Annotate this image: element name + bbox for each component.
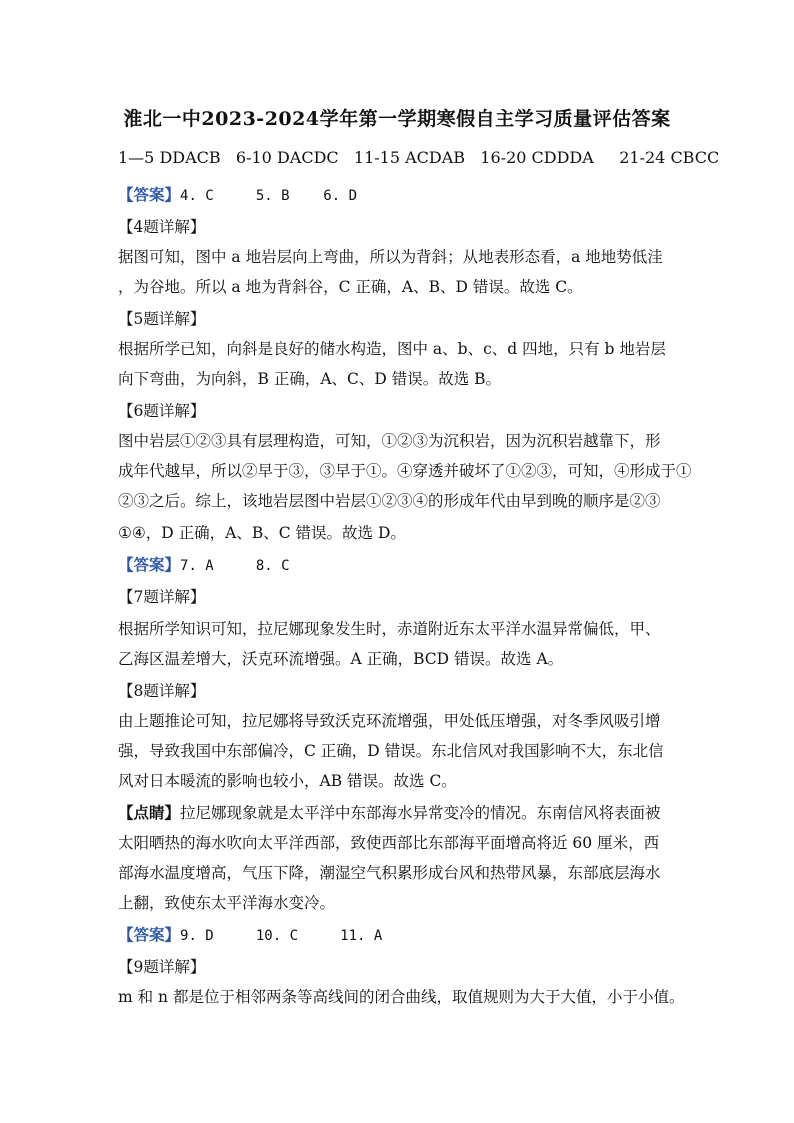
answer-values: 4. C 5. B 6. D xyxy=(180,188,358,204)
question-detail-heading: 【4题详解】 xyxy=(118,218,206,236)
explanation-line xyxy=(118,429,661,451)
explanation-text: 乙海区温差增大，沃克环流增强。A 正确，BCD 错误。故选 A。 xyxy=(118,650,564,668)
explanation-line xyxy=(118,521,406,543)
document-title: 淮北一中2023-2024学年第一学期寒假自主学习质量评估答案 xyxy=(123,108,671,130)
answer-tag: 【答案】 xyxy=(118,925,181,944)
answer-line xyxy=(118,183,357,205)
explanation-text: 图中岩层①②③具有层理构造，可知，①②③为沉积岩，因为沉积岩越靠下，形 xyxy=(118,432,661,450)
question-detail-heading: 【7题详解】 xyxy=(118,588,206,606)
explanation-line xyxy=(118,275,583,297)
explanation-line xyxy=(118,459,692,481)
explanation-text: 部海水温度增高，气压下降，潮湿空气积累形成台风和热带风暴，东部底层海水 xyxy=(118,864,661,882)
explanation-text: 风对日本暖流的影响也较小，AB 错误。故选 C。 xyxy=(118,772,457,790)
explanation-line xyxy=(118,245,663,267)
question-detail-heading: 【6题详解】 xyxy=(118,402,206,420)
explanation-line xyxy=(118,801,661,823)
explanation-text: 上翻，致使东太平洋海水变冷。 xyxy=(118,894,336,912)
explanation-line xyxy=(118,489,661,511)
explanation-text: 成年代越早，所以②早于③，③早于①。④穿透并破坏了①②③，可知，④形成于① xyxy=(118,462,692,480)
question-detail-heading: 【5题详解】 xyxy=(118,310,206,328)
answer-line xyxy=(118,553,290,575)
explanation-text: 根据所学已知，向斜是良好的储水构造，图中 a、b、c、d 四地，只有 b 地岩层 xyxy=(118,340,666,358)
explanation-line xyxy=(118,709,661,731)
explanation-line xyxy=(118,831,659,853)
explanation-text: 强，导致我国中东部偏冷，C 正确，D 错误。东北信风对我国影响不大，东北信 xyxy=(118,742,664,760)
note-tag: 【点睛】 xyxy=(118,803,181,822)
explanation-line xyxy=(118,367,501,389)
explanation-text: ②③之后。综上，该地岩层图中岩层①②③④的形成年代由早到晚的顺序是②③ xyxy=(118,492,661,510)
explanation-line xyxy=(118,647,563,669)
explanation-line xyxy=(118,337,666,359)
answer-tag: 【答案】 xyxy=(118,185,181,204)
explanation-text: 据图可知，图中 a 地岩层向上弯曲，所以为背斜；从地表形态看，a 地地势低洼 xyxy=(118,248,663,266)
explanation-line xyxy=(118,891,335,913)
answer-values: 9. D 10. C 11. A xyxy=(180,928,383,944)
question-detail-heading: 【9题详解】 xyxy=(118,958,206,976)
answer-line xyxy=(118,923,382,945)
explanation-line xyxy=(118,769,457,791)
explanation-line xyxy=(118,617,661,639)
question-detail-heading: 【8题详解】 xyxy=(118,682,206,700)
explanation-text: 拉尼娜现象就是太平洋中东部海水异常变冷的情况。东南信风将表面被 xyxy=(180,804,661,822)
explanation-text: 根据所学知识可知，拉尼娜现象发生时，赤道附近东太平洋水温异常偏低，甲、 xyxy=(118,620,661,638)
explanation-text: m 和 n 都是位于相邻两条等高线间的闭合曲线，取值规则为大于大值，小于小值。 xyxy=(118,988,685,1006)
explanation-text: 向下弯曲，为向斜，B 正确，A、C、D 错误。故选 B。 xyxy=(118,370,502,388)
explanation-line xyxy=(118,985,684,1007)
explanation-text: 太阳晒热的海水吹向太平洋西部，致使西部比东部海平面增高将近 60 厘米，西 xyxy=(118,834,660,852)
answer-tag: 【答案】 xyxy=(118,555,181,574)
explanation-line xyxy=(118,861,661,883)
explanation-text: ①④，D 正确，A、B、C 错误。故选 D。 xyxy=(118,524,406,542)
explanation-text: ，为谷地。所以 a 地为背斜谷，C 正确，A、B、D 错误。故选 C。 xyxy=(118,278,583,296)
multiple-choice-answer-key: 1—5 DDACB 6-10 DACDC 11-15 ACDAB 16-20 CDDDA 21-24 CBCC xyxy=(118,148,720,167)
answer-values: 7. A 8. C xyxy=(180,558,290,574)
explanation-text: 由上题推论可知，拉尼娜将导致沃克环流增强，甲处低压增强，对冬季风吸引增 xyxy=(118,712,661,730)
explanation-line xyxy=(118,739,664,761)
